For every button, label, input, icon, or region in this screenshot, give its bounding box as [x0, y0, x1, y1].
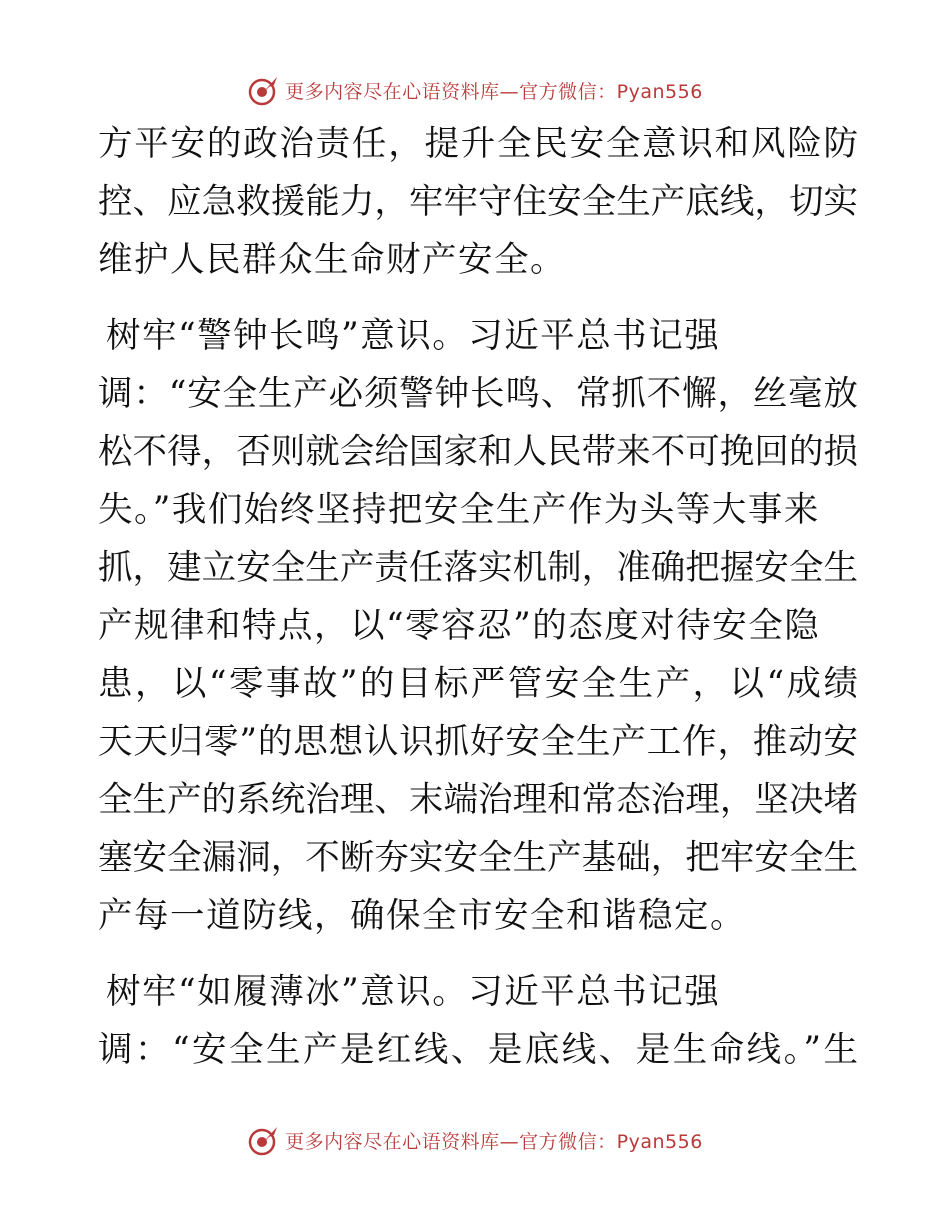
- watermark-text: 更多内容尽在心语资料库—官方微信：Pyan556: [285, 80, 703, 103]
- text-line: 塞安全漏洞，不断夯实安全生产基础，把牢安全生: [98, 838, 858, 878]
- text-line: 抓，建立安全生产责任落实机制，准确把握安全生: [98, 548, 858, 588]
- watermark-text: 更多内容尽在心语资料库—官方微信：Pyan556: [285, 1130, 703, 1153]
- text-line: 产规律和特点，以“零容忍”的态度对待安全隐: [98, 606, 821, 646]
- paragraph-heading-line: 树牢“警钟长鸣”意识。习近平总书记强: [106, 316, 721, 356]
- document-body: [98, 115, 858, 1079]
- text-line: 方平安的政治责任，提升全民安全意识和风险防: [98, 124, 858, 164]
- text-line: 天天归零”的思想认识抓好安全生产工作，推动安: [98, 722, 858, 762]
- text-line: 失。”我们始终坚持把安全生产作为头等大事来: [98, 490, 820, 530]
- header-watermark: [0, 70, 950, 110]
- paragraph: [98, 307, 858, 945]
- text-line: 患，以“零事故”的目标严管安全生产，以“成绩: [98, 664, 858, 704]
- footer-watermark: [0, 1120, 950, 1160]
- feather-pen-logo-icon: [247, 1123, 281, 1157]
- paragraph: [98, 115, 858, 289]
- text-line: 维护人民群众生命财产安全。: [98, 240, 566, 280]
- text-line: 产每一道防线，确保全市安全和谐稳定。: [98, 896, 746, 936]
- text-line: 控、应急救援能力，牢牢守住安全生产底线，切实: [98, 182, 858, 222]
- paragraph: [98, 963, 858, 1079]
- text-line: 全生产的系统治理、末端治理和常态治理，坚决堵: [98, 780, 858, 820]
- text-line: 调：“安全生产是红线、是底线、是生命线。”生: [98, 1030, 858, 1070]
- text-line: 松不得，否则就会给国家和人民带来不可挽回的损: [98, 432, 858, 472]
- paragraph-heading-line: 树牢“如履薄冰”意识。习近平总书记强: [106, 972, 721, 1012]
- feather-pen-logo-icon: [247, 73, 281, 107]
- text-line: 调：“安全生产必须警钟长鸣、常抓不懈，丝毫放: [98, 374, 858, 414]
